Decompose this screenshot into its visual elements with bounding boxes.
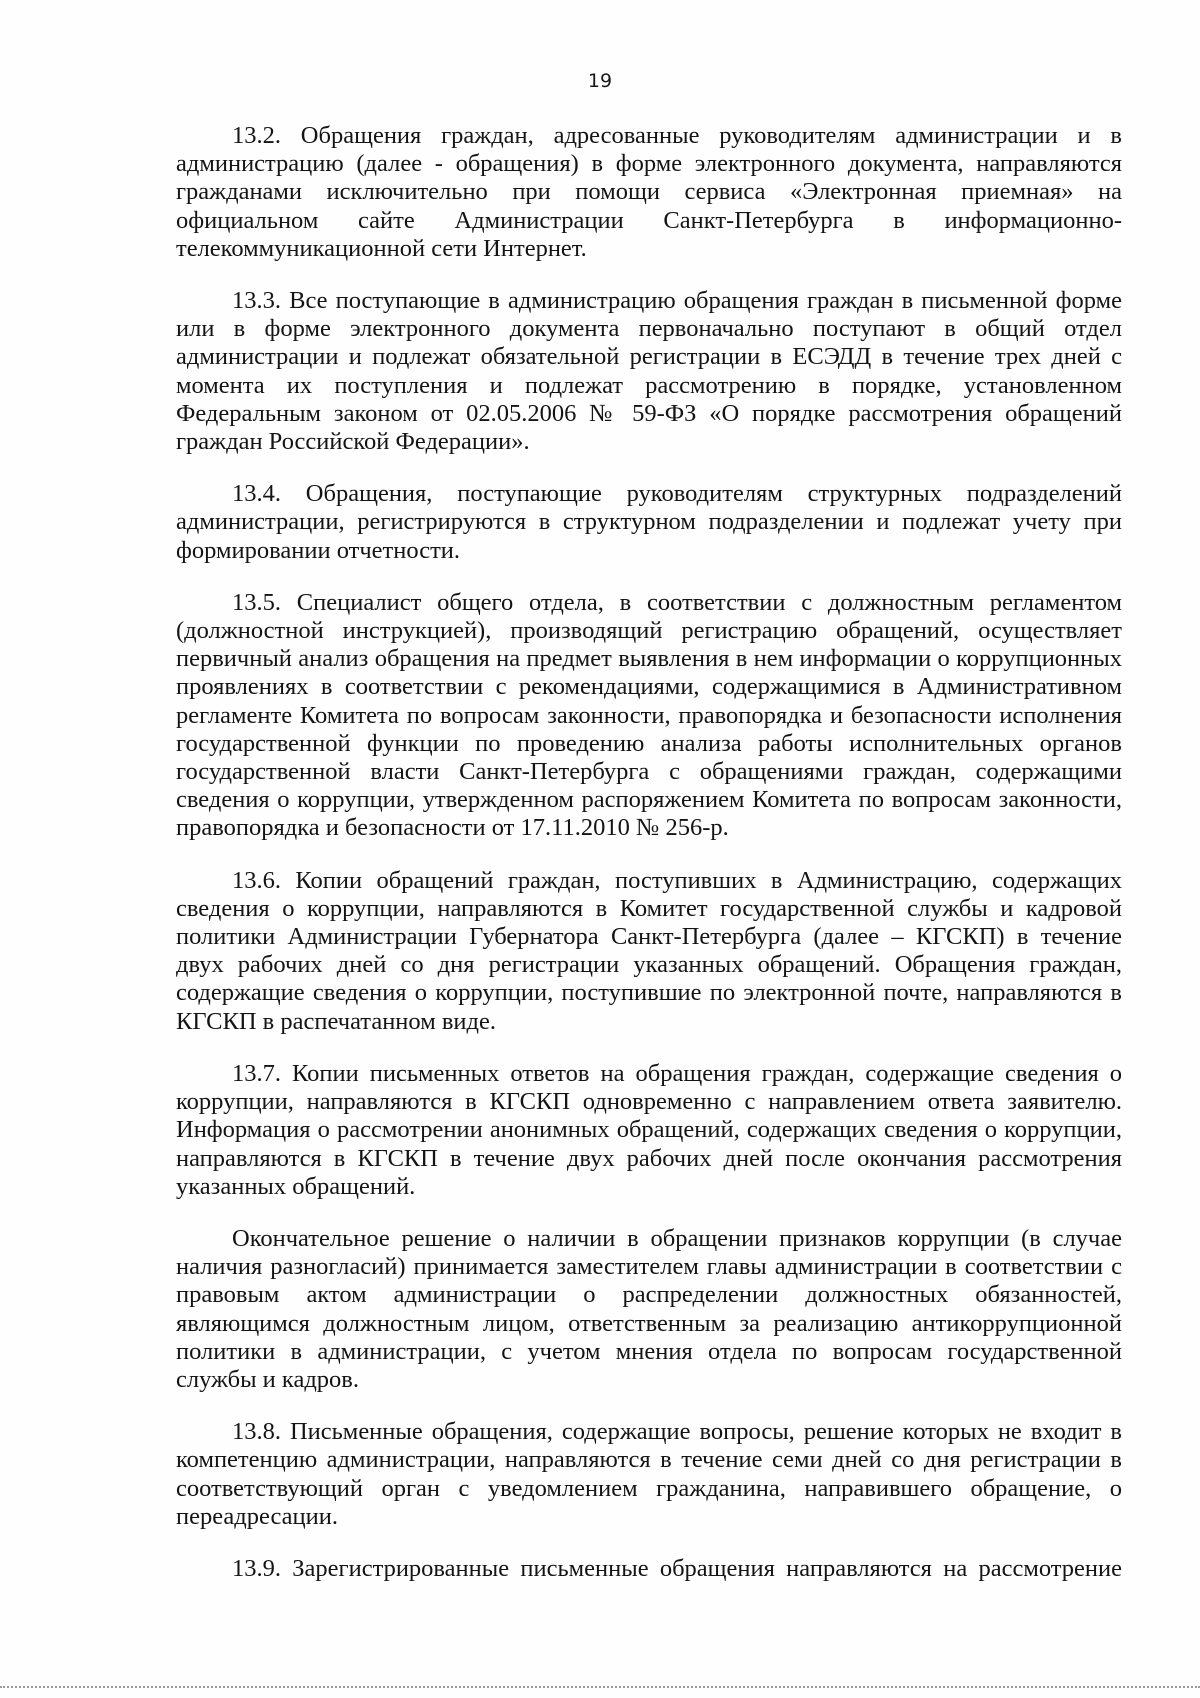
paragraph-13-2: 13.2. Обращения граждан, адресованные руководителям администрации и в администрацию (далее - обращения) в форме электронного документа, направляются гражданами исключительно при помощи сервиса «Электронная приемная» на официальном сайте Администрации Санкт-Петербурга в информационно-телекоммуникационной сети Интернет. [176,122,1122,262]
paragraph-13-3: 13.3. Все поступающие в администрацию обращения граждан в письменной форме или в форме электронного документа первоначально поступают в общий отдел администрации и подлежат обязательной регистрации в ЕСЭДД в течение трех дней с момента их поступления и подлежат рассмотрению в порядке, установленном Федеральным законом от 02.05.2006 № 59-ФЗ «О порядке рассмотрения обращений граждан Российской Федерации». [176,287,1122,456]
page-number: 19 [587,70,613,92]
paragraph-13-7: 13.7. Копии письменных ответов на обращения граждан, содержащие сведения о коррупции, направляются в КГСКП одновременно с направлением ответа заявителю. Информация о рассмотрении анонимных обращений, содержащих сведения о коррупции, направляются в КГСКП в течение двух рабочих дней после окончания рассмотрения указанных обращений. [176,1059,1122,1200]
paragraph-13-9: 13.9. Зарегистрированные письменные обращения направляются на рассмотрение [232,1554,1122,1582]
scan-edge-line [0,1686,1200,1688]
paragraph-13-5: 13.5. Специалист общего отдела, в соответствии с должностным регламентом (должностной инструкцией), производящий регистрацию обращений, осуществляет первичный анализ обращения на предмет выявления в нем информации о коррупционных проявлениях в соответствии с рекомендациями, содержащимися в Административном регламенте Комитета по вопросам законности, правопорядка и безопасности исполнения государственной функции по проведению анализа работы исполнительных органов государственной власти Санкт-Петербурга с обращениями граждан, содержащими сведения о коррупции, утвержденном распоряжением Комитета по вопросам законности, правопорядка и безопасности от 17.11.2010 № 256-р. [176,588,1122,842]
document-body [176,122,1122,1583]
paragraph-13-8: 13.8. Письменные обращения, содержащие вопросы, решение которых не входит в компетенцию администрации, направляются в течение семи дней со дня регистрации в соответствующий орган с уведомлением гражданина, направившего обращение, о переадресации. [176,1418,1122,1530]
paragraph-final-decision: Окончательное решение о наличии в обращении признаков коррупции (в случае наличия разногласий) принимается заместителем главы администрации в соответствии с правовым актом администрации о распределении должностных обязанностей, являющимся должностным лицом, ответственным за реализацию антикоррупционной политики в администрации, с учетом мнения отдела по вопросам государственной службы и кадров. [176,1224,1122,1393]
paragraph-13-4: 13.4. Обращения, поступающие руководителям структурных подразделений администрации, регистрируются в структурном подразделении и подлежат учету при формировании отчетности. [176,480,1122,564]
paragraph-13-6: 13.6. Копии обращений граждан, поступивших в Администрацию, содержащих сведения о коррупции, направляются в Комитет государственной службы и кадровой политики Администрации Губернатора Санкт-Петербурга (далее – КГСКП) в течение двух рабочих дней со дня регистрации указанных обращений. Обращения граждан, содержащие сведения о коррупции, поступившие по электронной почте, направляются в КГСКП в распечатанном виде. [176,866,1122,1035]
